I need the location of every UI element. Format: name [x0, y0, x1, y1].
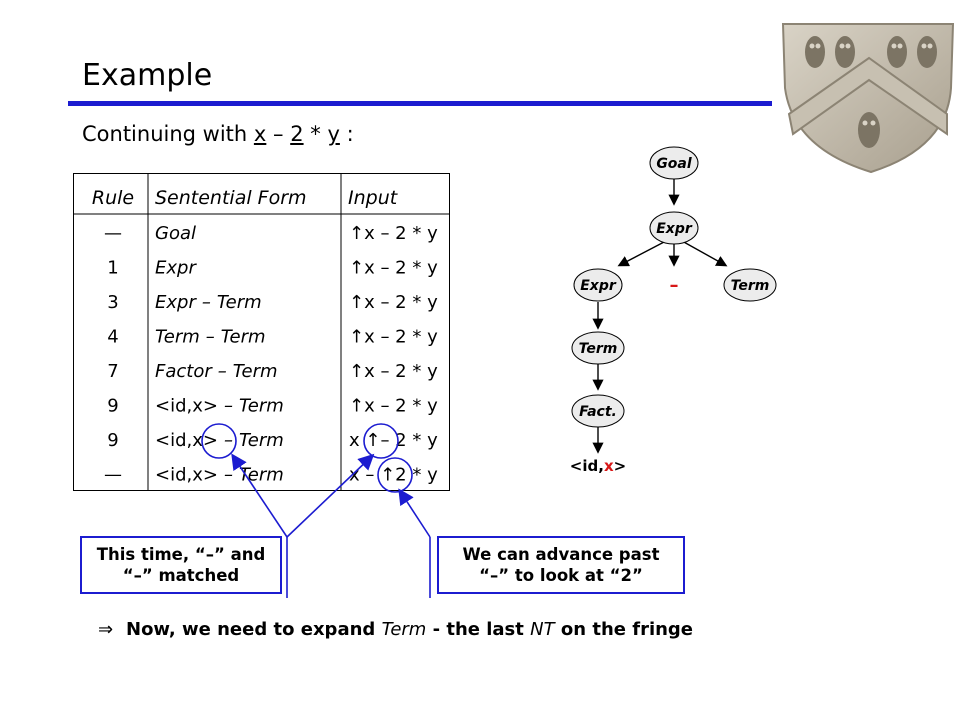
table-cell-input: ↑x – 2 * y: [349, 326, 438, 348]
table-cell-rule: —: [104, 464, 122, 486]
implies-arrow-icon: ⇒: [98, 619, 114, 640]
bullet-text-term: Term: [381, 619, 427, 640]
callout-matched: [80, 536, 282, 594]
subtitle-token-y: y: [327, 122, 340, 146]
table-cell-input: ↑x – 2 * y: [349, 361, 438, 382]
callout-matched-line2: “–” matched: [122, 566, 240, 585]
subtitle-token-2: 2: [290, 122, 304, 146]
subtitle-suffix: :: [339, 122, 354, 146]
node-goal-label: Goal: [656, 156, 692, 172]
table-cell-sentential-form: Expr: [155, 257, 196, 279]
table-cell-input: ↑x – 2 * y: [349, 223, 438, 244]
header-rule: Rule: [91, 187, 135, 209]
pointer-right: [400, 491, 430, 537]
table-cell-input: x ↑– 2 * y: [349, 430, 438, 451]
callout-advance: [437, 536, 685, 594]
table-cell-rule: 9: [107, 395, 119, 417]
bullet-text-2: - the last: [426, 619, 531, 640]
table-cell-input: x – ↑2 * y: [349, 464, 438, 486]
subtitle-prefix: Continuing with: [82, 122, 254, 146]
bullet-text-3: on the fringe: [554, 619, 694, 640]
table-cell-sentential-form: Expr – Term: [155, 292, 262, 313]
pointer-left-2: [287, 456, 372, 537]
slide-title: Example: [82, 58, 213, 93]
node-expr-top-label: Expr: [656, 221, 692, 237]
table-cell-rule: 3: [107, 292, 119, 313]
bullet-text-nt: NT: [530, 619, 555, 640]
table-cell-input: ↑x – 2 * y: [349, 395, 438, 417]
pointer-left-1: [233, 456, 287, 537]
table-cell-sentential-form: Term – Term: [155, 326, 266, 348]
table-cell-sentential-form: <id,x> – Term: [155, 464, 284, 486]
table-cell-sentential-form: Goal: [155, 223, 196, 244]
node-term-right-label: Term: [730, 278, 770, 294]
callout-advance-line2: “–” to look at “2”: [479, 566, 643, 585]
table-cell-input: ↑x – 2 * y: [349, 292, 438, 313]
callout-matched-line1: This time, “–” and: [96, 545, 266, 564]
table-cell-rule: 4: [107, 326, 119, 348]
table-cell-sentential-form: Factor – Term: [155, 361, 278, 382]
circle-two-input: [378, 458, 412, 492]
circle-minus-input: [364, 424, 398, 458]
bullet-note: [98, 619, 693, 640]
subtitle-token-minus: –: [273, 122, 284, 146]
table-cell-input: ↑x – 2 * y: [349, 257, 438, 279]
node-minus: –: [669, 275, 679, 296]
bullet-text-1: Now, we need to expand: [126, 619, 382, 640]
callout-advance-line1: We can advance past: [462, 545, 660, 564]
subtitle-token-times: *: [310, 122, 321, 146]
table-cell-rule: 7: [107, 361, 119, 382]
node-leaf-id-x: <id,x>: [569, 457, 627, 475]
table-cell-rule: 9: [107, 430, 119, 451]
table-cell-rule: —: [104, 223, 122, 244]
node-term-mid-label: Term: [578, 341, 618, 357]
subtitle-token-x: x: [253, 122, 267, 146]
table-cell-rule: 1: [107, 257, 119, 279]
node-expr-left-label: Expr: [580, 278, 616, 294]
circle-minus-form: [202, 424, 236, 458]
table-cell-sentential-form: <id,x> – Term: [155, 430, 284, 451]
table-cell-sentential-form: <id,x> – Term: [155, 395, 284, 417]
header-input: Input: [348, 187, 398, 209]
node-factor-label: Fact.: [579, 404, 617, 420]
header-sentential-form: Sentential Form: [155, 187, 307, 209]
